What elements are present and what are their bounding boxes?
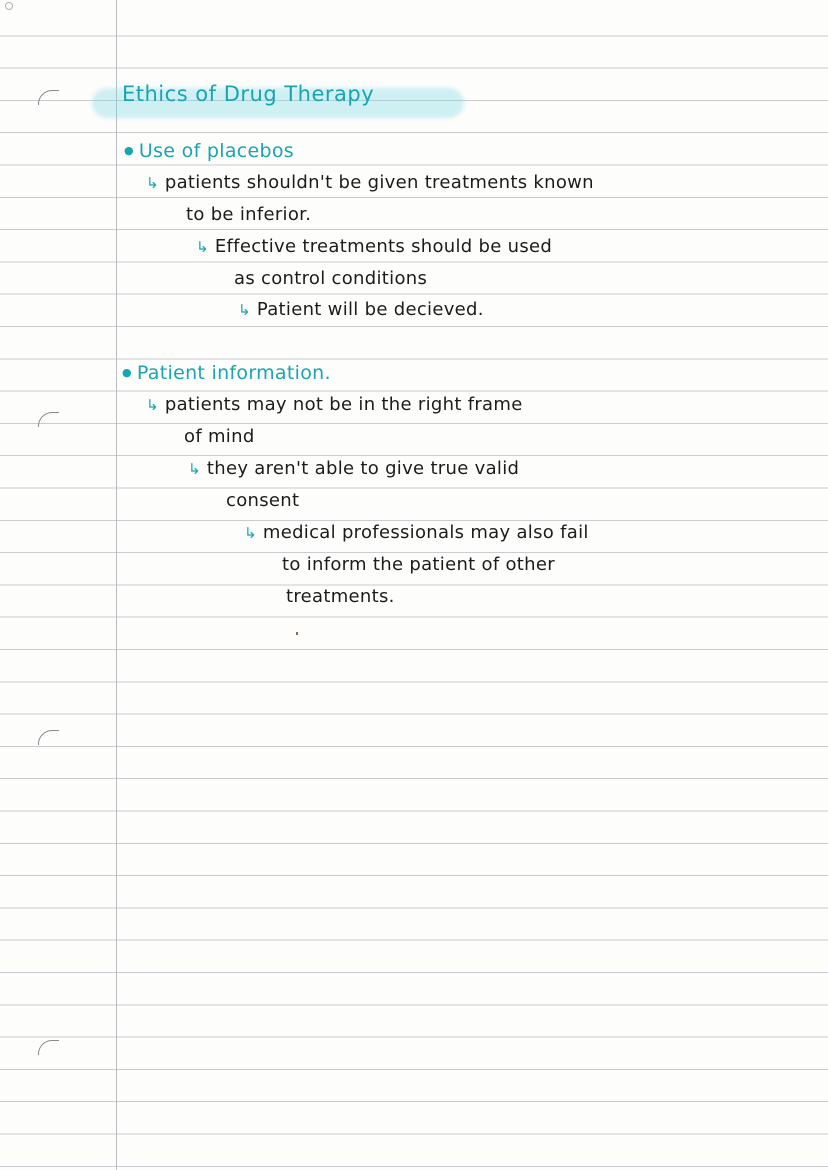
section-heading-text: Patient information.: [136, 362, 331, 384]
note-text: patients may not be in the right frame: [164, 394, 523, 415]
margin-line: [116, 0, 117, 1170]
note-line: [146, 394, 523, 415]
section-heading-placebos: [124, 140, 294, 162]
note-text: Effective treatments should be used: [214, 236, 553, 257]
bullet-icon: ●: [124, 144, 134, 157]
arrow-icon: ↳: [146, 396, 159, 414]
punch-hole-mark: [5, 2, 13, 10]
title-block: [92, 78, 464, 120]
section-heading-text: Use of placebos: [138, 140, 294, 162]
note-line: [196, 236, 552, 257]
note-line: [146, 172, 594, 193]
arrow-icon: ↳: [196, 238, 209, 256]
note-line: [286, 586, 395, 607]
arrow-icon: ↳: [146, 174, 159, 192]
note-line: [238, 299, 484, 320]
note-line: [282, 554, 555, 575]
section-heading-patient-info: [122, 362, 331, 384]
note-text: treatments.: [286, 586, 395, 607]
bullet-icon: ●: [122, 366, 132, 379]
ink-speck: [296, 632, 298, 635]
note-text: medical professionals may also fail: [262, 522, 589, 543]
note-line: [234, 268, 427, 289]
page-title: Ethics of Drug Therapy: [122, 82, 375, 106]
binder-ring-mark: [38, 1040, 59, 1055]
note-text: consent: [226, 490, 300, 511]
note-line: [226, 490, 299, 511]
binder-ring-mark: [38, 90, 59, 105]
note-text: as control conditions: [234, 268, 428, 289]
note-text: they aren't able to give true valid: [206, 458, 520, 479]
note-text: to inform the patient of other: [282, 554, 555, 575]
note-line: [186, 204, 311, 225]
note-text: patients shouldn't be given treatments known: [164, 172, 594, 193]
note-line: [184, 426, 255, 447]
note-text: to be inferior.: [186, 204, 312, 225]
note-line: [188, 458, 519, 479]
note-text: of mind: [184, 426, 255, 447]
arrow-icon: ↳: [244, 524, 257, 542]
binder-ring-mark: [38, 412, 59, 427]
binder-ring-mark: [38, 730, 59, 745]
arrow-icon: ↳: [238, 301, 251, 319]
arrow-icon: ↳: [188, 460, 201, 478]
note-line: [244, 522, 589, 543]
note-text: Patient will be decieved.: [256, 299, 484, 320]
